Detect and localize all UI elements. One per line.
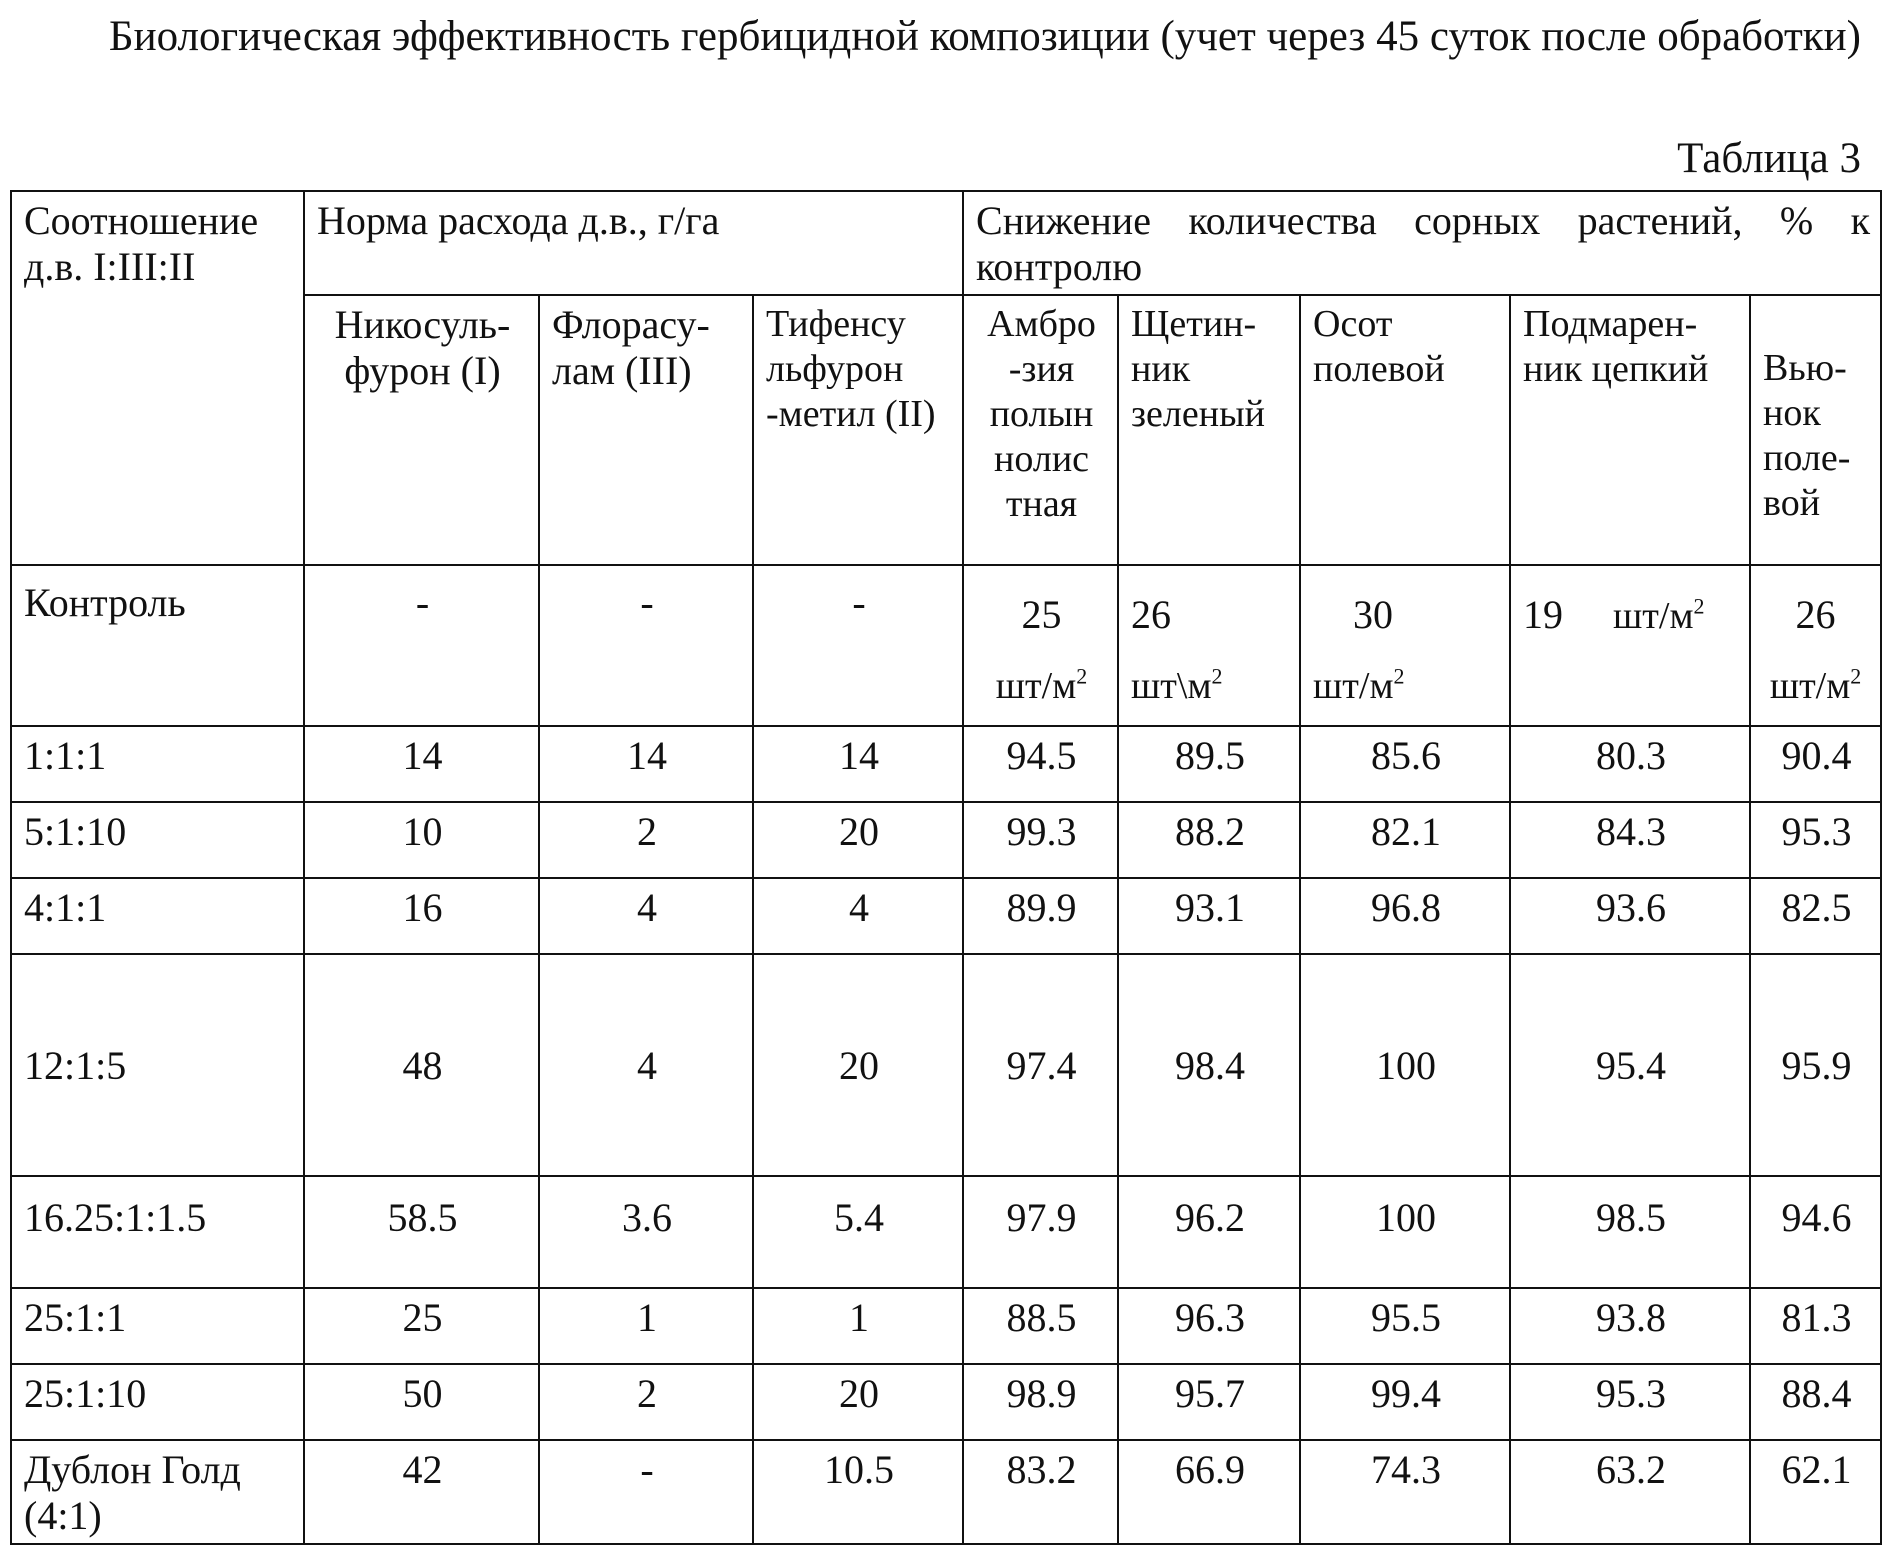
control-ambrosia-exp: 2 <box>1076 663 1088 689</box>
row-nicosulfuron: 48 <box>304 954 539 1176</box>
control-convolvulus-unit: шт/м <box>1769 665 1851 707</box>
row-convolvulus: 62.1 <box>1750 1440 1881 1544</box>
control-sonchus-count: 30 <box>1353 592 1394 637</box>
header-galium: Подмарен-ник цепкий <box>1510 295 1750 565</box>
row-florasulam: - <box>539 1440 753 1544</box>
row-thifensulfuron: 20 <box>753 954 963 1176</box>
table-row <box>11 1288 1881 1364</box>
row-thifensulfuron: 1 <box>753 1288 963 1364</box>
row-nicosulfuron: 25 <box>304 1288 539 1364</box>
table-row <box>11 1176 1881 1288</box>
row-ratio: 25:1:1 <box>11 1288 304 1364</box>
row-ratio: 16.25:1:1.5 <box>11 1176 304 1288</box>
row-ambrosia: 89.9 <box>963 878 1118 954</box>
control-label: Контроль <box>11 565 304 726</box>
row-nicosulfuron: 10 <box>304 802 539 878</box>
row-convolvulus: 94.6 <box>1750 1176 1881 1288</box>
header-ratio: Соотношение д.в. I:III:II <box>11 191 304 565</box>
row-sonchus: 100 <box>1300 954 1510 1176</box>
row-galium: 95.3 <box>1510 1364 1750 1440</box>
header-convolvulus: Вью-нок поле-вой <box>1750 295 1881 565</box>
row-thifensulfuron: 4 <box>753 878 963 954</box>
control-row <box>11 565 1881 726</box>
row-ratio: 25:1:10 <box>11 1364 304 1440</box>
control-nicosulfuron: - <box>304 565 539 726</box>
table-label: Таблица 3 <box>1677 135 1861 182</box>
row-ratio: 1:1:1 <box>11 726 304 802</box>
row-ambrosia: 98.9 <box>963 1364 1118 1440</box>
control-convolvulus <box>1750 565 1881 726</box>
header-nicosulfuron: Никосуль-фурон (I) <box>304 295 539 565</box>
header-reduction-group: Снижение количества сорных растений, % к контролю <box>963 191 1881 295</box>
control-galium-unit: шт/м <box>1613 595 1694 637</box>
row-galium: 95.4 <box>1510 954 1750 1176</box>
row-ambrosia: 94.5 <box>963 726 1118 802</box>
row-thifensulfuron: 5.4 <box>753 1176 963 1288</box>
row-galium: 63.2 <box>1510 1440 1750 1544</box>
row-thifensulfuron: 20 <box>753 1364 963 1440</box>
header-thifensulfuron: Тифенсу льфурон -метил (II) <box>753 295 963 565</box>
row-florasulam: 1 <box>539 1288 753 1364</box>
control-convolvulus-count: 26 <box>1795 592 1836 637</box>
row-thifensulfuron: 20 <box>753 802 963 878</box>
row-ambrosia: 83.2 <box>963 1440 1118 1544</box>
row-florasulam: 2 <box>539 1364 753 1440</box>
row-sonchus: 99.4 <box>1300 1364 1510 1440</box>
control-florasulam: - <box>539 565 753 726</box>
table-row <box>11 726 1881 802</box>
table-row <box>11 954 1881 1176</box>
row-florasulam: 4 <box>539 878 753 954</box>
row-convolvulus: 88.4 <box>1750 1364 1881 1440</box>
row-setaria: 93.1 <box>1118 878 1300 954</box>
control-ambrosia-count: 25 <box>1021 592 1062 637</box>
row-nicosulfuron: 50 <box>304 1364 539 1440</box>
document-title: Биологическая эффективность гербицидной композиции (учет через 45 суток после обработки) <box>108 13 1861 60</box>
control-galium <box>1510 565 1750 726</box>
row-sonchus: 74.3 <box>1300 1440 1510 1544</box>
row-nicosulfuron: 14 <box>304 726 539 802</box>
row-sonchus: 96.8 <box>1300 878 1510 954</box>
table-row <box>11 878 1881 954</box>
control-setaria-unit: шт\м <box>1131 665 1212 707</box>
control-ambrosia-unit: шт/м <box>995 665 1077 707</box>
control-galium-count: 19 <box>1523 592 1564 637</box>
control-setaria-count: 26 <box>1131 592 1172 637</box>
header-row-groups <box>11 191 1881 295</box>
row-convolvulus: 95.9 <box>1750 954 1881 1176</box>
header-florasulam: Флорасу-лам (III) <box>539 295 753 565</box>
row-sonchus: 100 <box>1300 1176 1510 1288</box>
row-convolvulus: 90.4 <box>1750 726 1881 802</box>
row-setaria: 96.3 <box>1118 1288 1300 1364</box>
row-thifensulfuron: 14 <box>753 726 963 802</box>
table-row <box>11 1364 1881 1440</box>
row-ambrosia: 99.3 <box>963 802 1118 878</box>
header-ambrosia: Амбро -зия полын нолис тная <box>963 295 1118 565</box>
header-rate-group: Норма расхода д.в., г/га <box>304 191 963 295</box>
row-florasulam: 14 <box>539 726 753 802</box>
table-row <box>11 802 1881 878</box>
control-sonchus-unit: шт/м <box>1313 665 1394 707</box>
row-ambrosia: 97.4 <box>963 954 1118 1176</box>
control-setaria-exp: 2 <box>1211 663 1223 689</box>
row-nicosulfuron: 58.5 <box>304 1176 539 1288</box>
row-florasulam: 3.6 <box>539 1176 753 1288</box>
row-convolvulus: 95.3 <box>1750 802 1881 878</box>
row-ambrosia: 88.5 <box>963 1288 1118 1364</box>
control-sonchus-exp: 2 <box>1393 663 1405 689</box>
row-ambrosia: 97.9 <box>963 1176 1118 1288</box>
row-setaria: 98.4 <box>1118 954 1300 1176</box>
row-galium: 98.5 <box>1510 1176 1750 1288</box>
header-setaria: Щетин-ник зеленый <box>1118 295 1300 565</box>
row-thifensulfuron: 10.5 <box>753 1440 963 1544</box>
control-galium-exp: 2 <box>1693 593 1705 619</box>
row-convolvulus: 82.5 <box>1750 878 1881 954</box>
row-florasulam: 4 <box>539 954 753 1176</box>
row-setaria: 89.5 <box>1118 726 1300 802</box>
row-setaria: 66.9 <box>1118 1440 1300 1544</box>
row-ratio: 12:1:5 <box>11 954 304 1176</box>
row-galium: 93.6 <box>1510 878 1750 954</box>
header-sonchus: Осот полевой <box>1300 295 1510 565</box>
row-setaria: 96.2 <box>1118 1176 1300 1288</box>
row-sonchus: 82.1 <box>1300 802 1510 878</box>
table-row <box>11 1440 1881 1544</box>
control-sonchus <box>1300 565 1510 726</box>
row-ratio: Дублон Голд (4:1) <box>11 1440 304 1544</box>
control-thifensulfuron: - <box>753 565 963 726</box>
row-galium: 84.3 <box>1510 802 1750 878</box>
row-sonchus: 85.6 <box>1300 726 1510 802</box>
efficacy-table <box>10 190 1882 1545</box>
row-convolvulus: 81.3 <box>1750 1288 1881 1364</box>
control-ambrosia <box>963 565 1118 726</box>
control-convolvulus-exp: 2 <box>1850 663 1862 689</box>
row-florasulam: 2 <box>539 802 753 878</box>
control-setaria <box>1118 565 1300 726</box>
row-ratio: 5:1:10 <box>11 802 304 878</box>
row-setaria: 88.2 <box>1118 802 1300 878</box>
row-sonchus: 95.5 <box>1300 1288 1510 1364</box>
row-nicosulfuron: 42 <box>304 1440 539 1544</box>
row-ratio: 4:1:1 <box>11 878 304 954</box>
row-galium: 80.3 <box>1510 726 1750 802</box>
row-nicosulfuron: 16 <box>304 878 539 954</box>
row-galium: 93.8 <box>1510 1288 1750 1364</box>
row-setaria: 95.7 <box>1118 1364 1300 1440</box>
